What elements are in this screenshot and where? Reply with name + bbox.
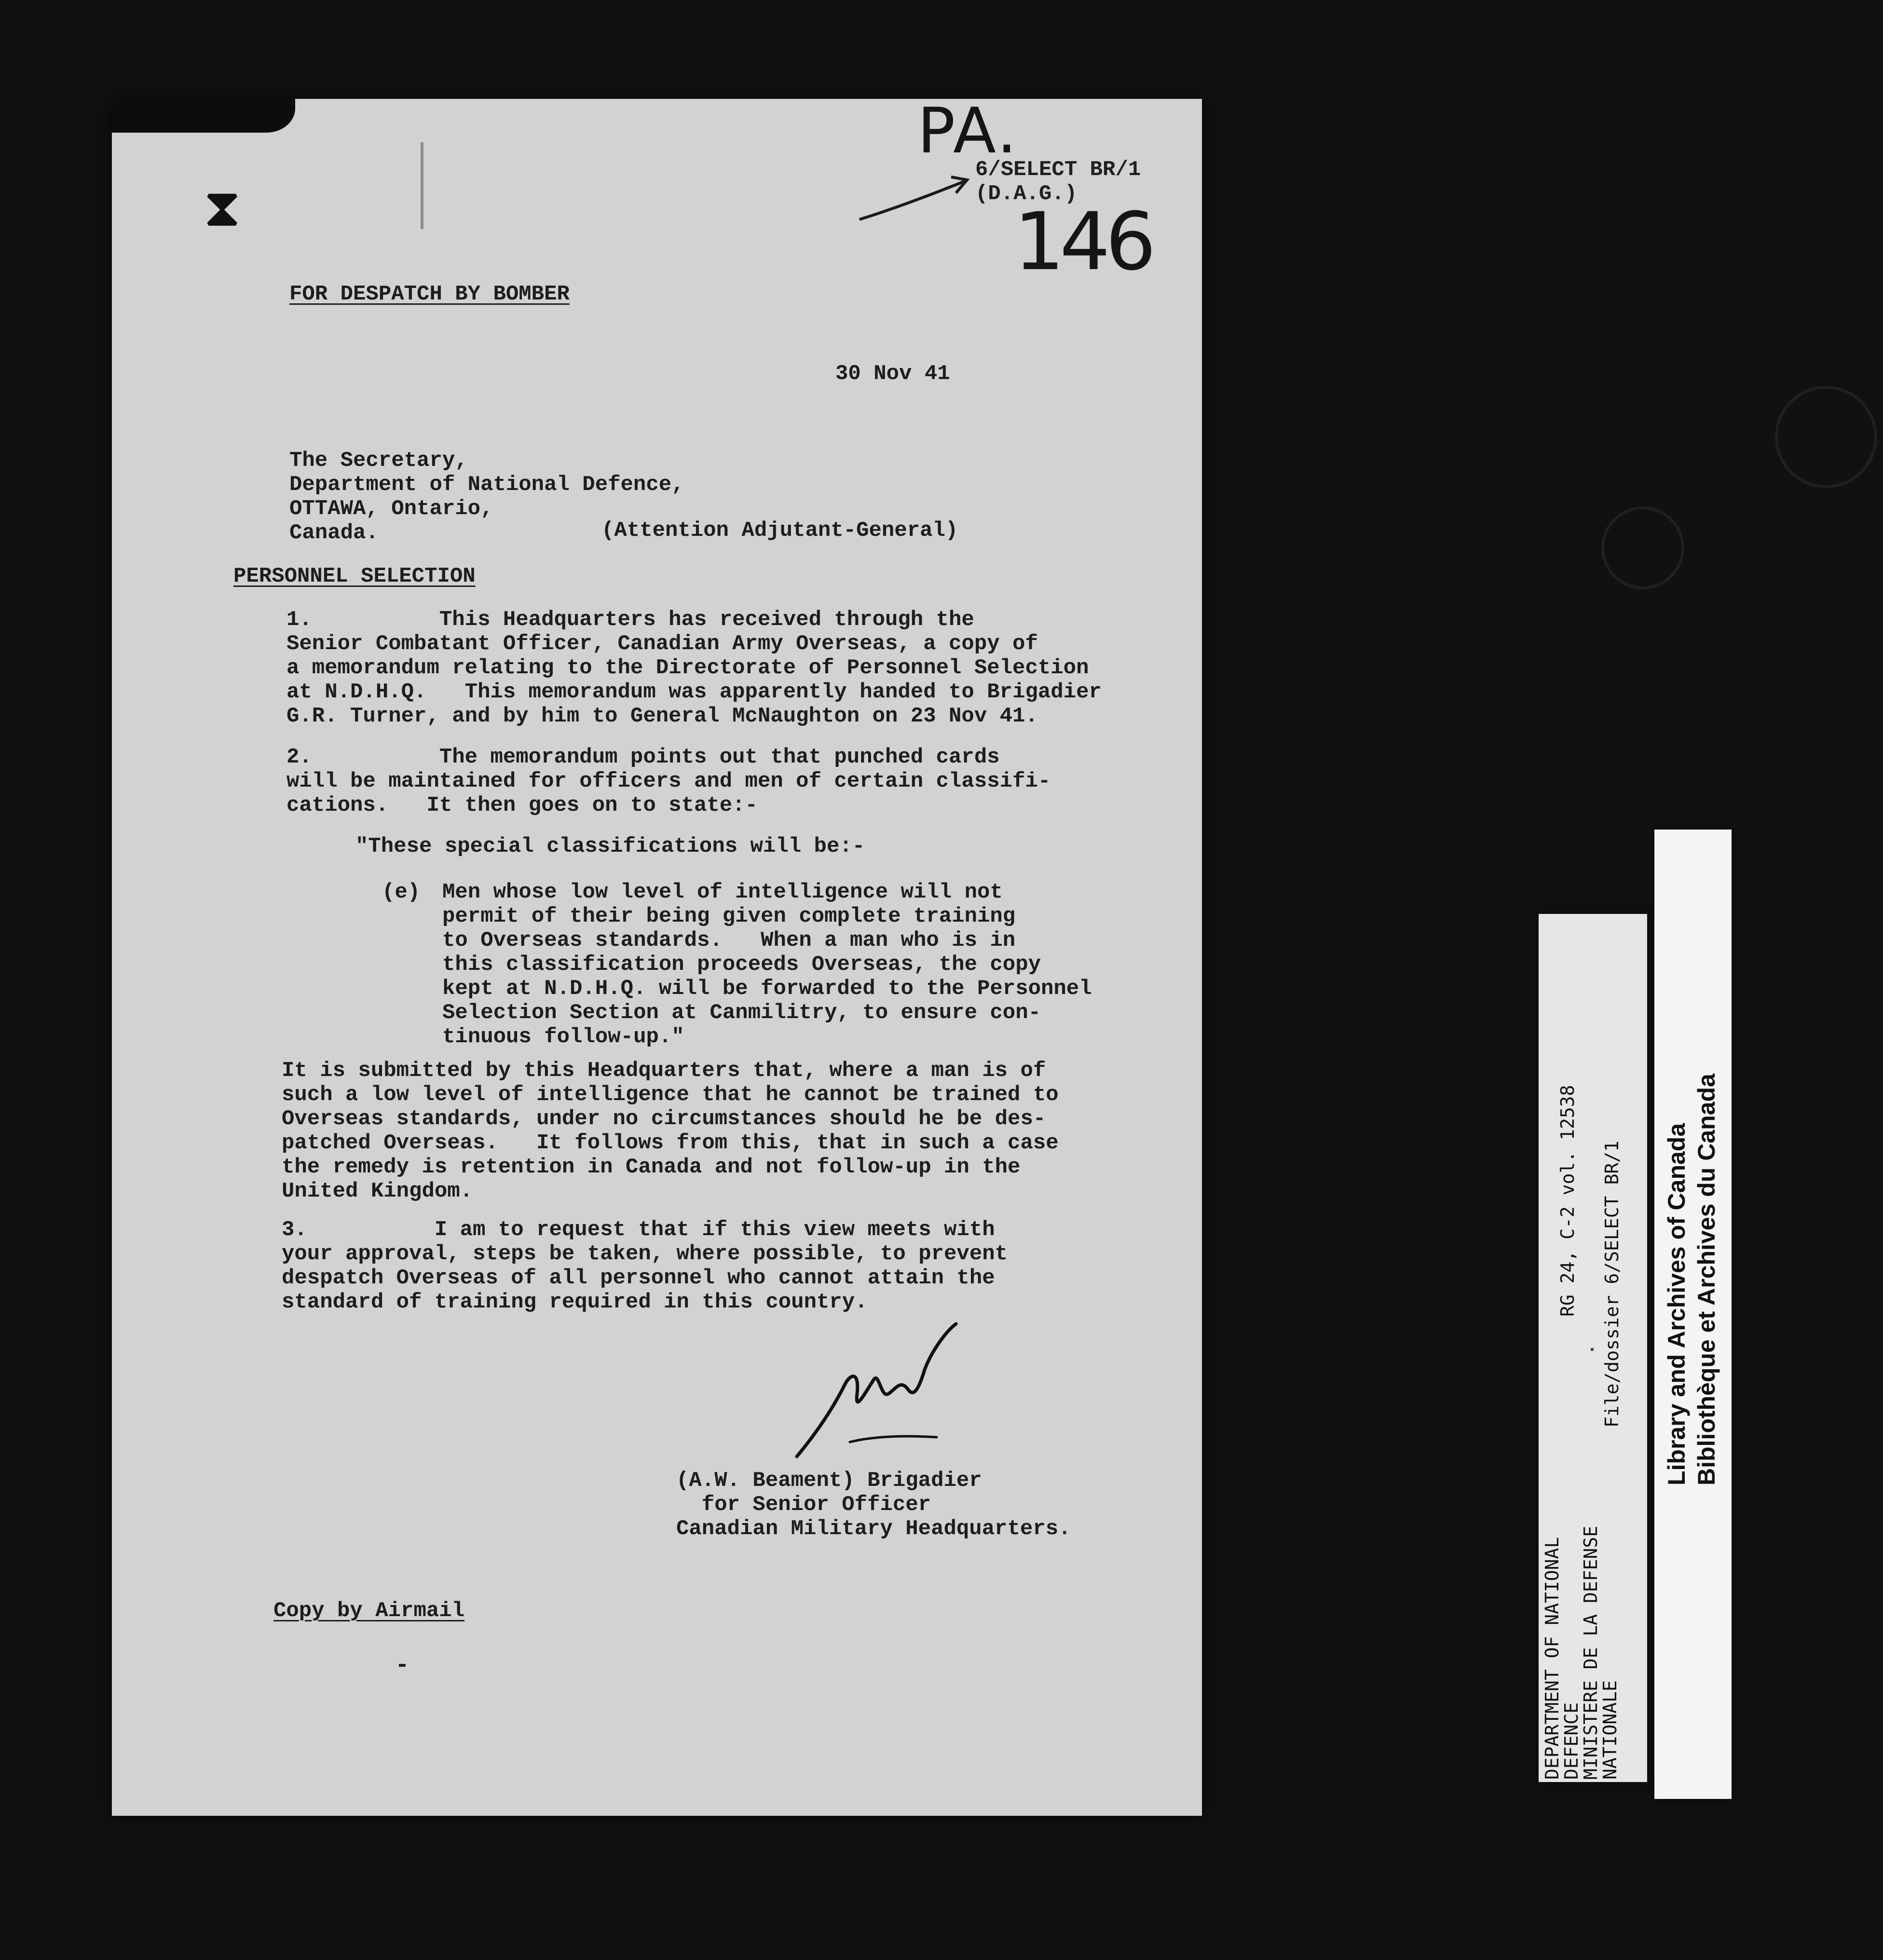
file-reference: 6/SELECT BR/1 (D.A.G.) bbox=[975, 158, 1141, 206]
department-name: DEPARTMENT OF NATIONAL DEFENCE MINISTERE DE LA DEFENSE NATIONALE bbox=[1542, 1525, 1621, 1780]
handwritten-folio-number: 146 bbox=[1014, 195, 1151, 288]
torn-corner bbox=[112, 99, 295, 133]
signature-block: (A.W. Beament) Brigadier for Senior Officer Canadian Military Headquarters. bbox=[676, 1469, 1071, 1541]
record-group-reference: RG 24, C-2 vol. 12538 bbox=[1557, 1085, 1578, 1317]
ink-mark: ⧗ bbox=[204, 182, 241, 242]
paragraph-2: 2. The memorandum points out that punched cards will be maintained for officers and men of certain classifi- cations. It then goes on to state:- bbox=[287, 745, 1051, 817]
letter-date: 30 Nov 41 bbox=[835, 362, 950, 386]
recipient-address: The Secretary, Department of National Defence, OTTAWA, Ontario, Canada. bbox=[289, 449, 684, 545]
pencil-mark bbox=[399, 1664, 406, 1667]
copy-instruction: Copy by Airmail bbox=[273, 1599, 465, 1623]
attention-line: (Attention Adjutant-General) bbox=[601, 518, 958, 543]
background-stain bbox=[1775, 386, 1877, 488]
institution-label bbox=[1654, 830, 1732, 1799]
background-stain bbox=[1601, 506, 1684, 589]
subject-heading: PERSONNEL SELECTION bbox=[233, 564, 476, 588]
archive-reference-label bbox=[1539, 914, 1647, 1782]
file-number: File/dossier 6/SELECT BR/1 bbox=[1601, 1141, 1623, 1428]
quote-item-label: (e) bbox=[382, 880, 421, 904]
despatch-instruction: FOR DESPATCH BY BOMBER bbox=[289, 282, 570, 306]
handwritten-arrow-icon bbox=[857, 171, 973, 224]
label-dot bbox=[1591, 1348, 1594, 1351]
institution-name: Library and Archives of Canada Bibliothèque et Archives du Canada bbox=[1663, 1074, 1720, 1485]
paragraph-1: 1. This Headquarters has received through the Senior Combatant Officer, Canadian Army Overseas, a copy of a memorandum relating to the Directorate of Personnel Selection at N.D.H.Q. This memorandum was apparently handed to Brigadier G.R. Turner, and by him to General McNaughton on 23 Nov 41. bbox=[287, 608, 1102, 728]
letter-page bbox=[112, 94, 1202, 1816]
paper-crease bbox=[421, 142, 423, 229]
paragraph-3: 3. I am to request that if this view meets with your approval, steps be taken, where possible, to prevent despatch Overseas of all personnel who cannot attain the standard of training required in this country. bbox=[282, 1218, 1008, 1314]
quote-item-text: Men whose low level of intelligence will not permit of their being given complete training to Overseas standards. When a man who is in this classification proceeds Overseas, the copy kept at N.D.H.Q. will be forwarded to the Personnel Selection Section at Canmilitry, to ensure con- tinuous follow-up." bbox=[442, 880, 1092, 1049]
handwritten-signature bbox=[792, 1321, 966, 1461]
quote-intro: "These special classifications will be:- bbox=[355, 834, 865, 858]
submission-paragraph: It is submitted by this Headquarters that, where a man is of such a low level of intelligence that he cannot be trained to Overseas standards, under no circumstances should he be des- patched Overseas. It follows from this, that in such a case the remedy is retention in Canada and not follow-up in the United Kingdom. bbox=[282, 1059, 1059, 1203]
handwritten-initials: PA. bbox=[917, 94, 1019, 167]
